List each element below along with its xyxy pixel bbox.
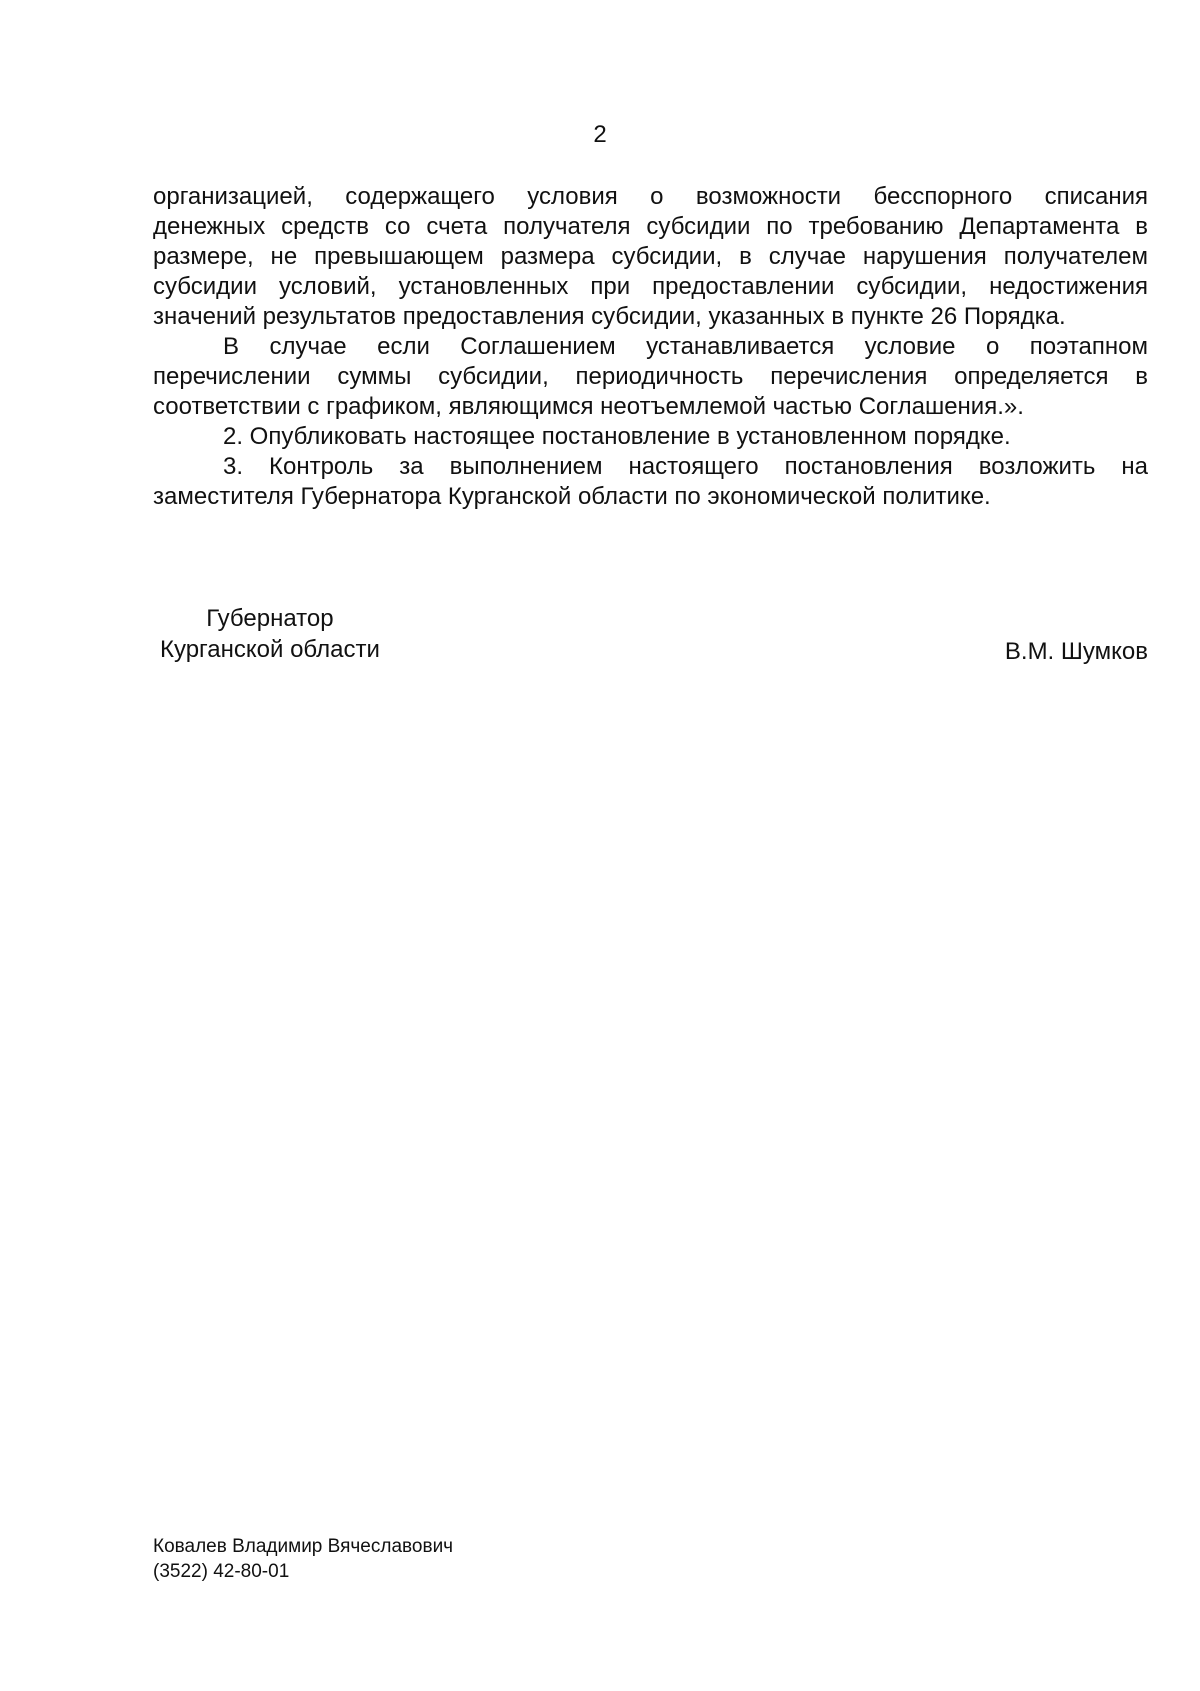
body-line: 2. Опубликовать настоящее постановление в установленном порядке. (223, 423, 1011, 450)
signature-name: В.М. Шумков (1004, 638, 1148, 665)
body-line: денежных средств со счета получателя субсидии по требованию Департамента в (153, 213, 1148, 240)
signature-title-line1: Губернатор (206, 605, 334, 632)
body-line: перечислении суммы субсидии, периодичность перечисления определяется в (153, 363, 1148, 390)
body-line: соответствии с графиком, являющимся неотъемлемой частью Соглашения.». (153, 393, 1024, 420)
body-line: В случае если Соглашением устанавливается условие о поэтапном (223, 333, 1148, 360)
contact-phone: (3522) 42-80-01 (153, 1561, 290, 1582)
body-line: организацией, содержащего условия о возможности бесспорного списания (153, 183, 1148, 210)
signature-title-line2: Курганской области (160, 636, 380, 663)
body-line: 3. Контроль за выполнением настоящего постановления возложить на (223, 453, 1148, 480)
document-body (153, 182, 1148, 512)
body-line: заместителя Губернатора Курганской области по экономической политике. (153, 483, 991, 510)
page-number: 2 (593, 121, 607, 148)
contact-name: Ковалев Владимир Вячеславович (153, 1536, 454, 1557)
body-line: субсидии условий, установленных при предоставлении субсидии, недостижения (153, 273, 1148, 300)
body-line: размере, не превышающем размера субсидии, в случае нарушения получателем (153, 243, 1148, 270)
contact-block (153, 1534, 453, 1584)
body-line: значений результатов предоставления субсидии, указанных в пункте 26 Порядка. (153, 303, 1066, 330)
signature-block (160, 603, 380, 665)
